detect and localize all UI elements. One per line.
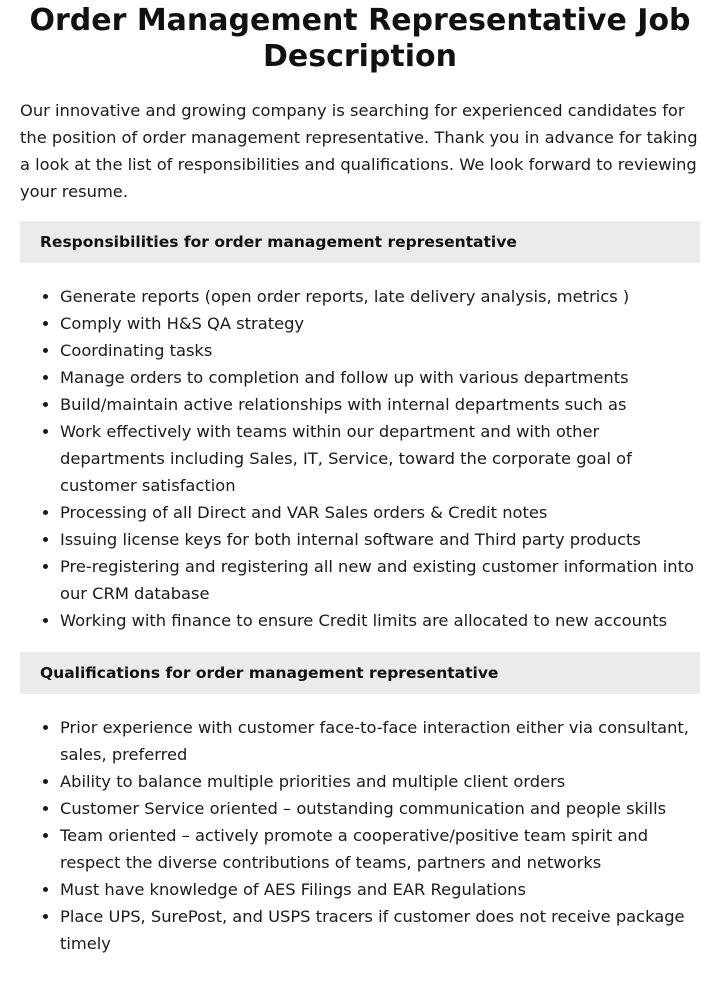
responsibilities-header [20, 221, 700, 263]
list-item: Generate reports (open order reports, late delivery analysis, metrics ) [60, 283, 700, 310]
list-item: Comply with H&S QA strategy [60, 310, 700, 337]
list-item: Customer Service oriented – outstanding communication and people skills [60, 795, 700, 822]
list-item: Manage orders to completion and follow up with various departments [60, 364, 700, 391]
list-item: Work effectively with teams within our department and with other departments including Sales, IT, Service, toward the corporate goal of customer satisfaction [60, 418, 700, 499]
page-title: Order Management Representative Job Description [29, 3, 691, 74]
list-item: Pre-registering and registering all new and existing customer information into our CRM database [60, 553, 700, 607]
list-item: Prior experience with customer face-to-face interaction either via consultant, sales, preferred [60, 714, 700, 768]
responsibilities-heading: Responsibilities for order management representative [40, 233, 517, 251]
list-item: Place UPS, SurePost, and USPS tracers if customer does not receive package timely [60, 903, 700, 957]
responsibilities-list [20, 283, 700, 634]
list-item: Must have knowledge of AES Filings and EAR Regulations [60, 876, 700, 903]
intro-paragraph: Our innovative and growing company is searching for experienced candidates for the position of order management representative. Thank you in advance for taking a look at the list of responsibilities and qualifications. We look forward to reviewing your resume. [20, 101, 698, 201]
qualifications-header [20, 652, 700, 694]
list-item: Coordinating tasks [60, 337, 700, 364]
qualifications-heading: Qualifications for order management representative [40, 664, 499, 682]
list-item: Build/maintain active relationships with internal departments such as [60, 391, 700, 418]
list-item: Issuing license keys for both internal software and Third party products [60, 526, 700, 553]
qualifications-list [20, 714, 700, 957]
list-item: Ability to balance multiple priorities and multiple client orders [60, 768, 700, 795]
list-item: Working with finance to ensure Credit limits are allocated to new accounts [60, 607, 700, 634]
list-item: Team oriented – actively promote a cooperative/positive team spirit and respect the diverse contributions of teams, partners and networks [60, 822, 700, 876]
list-item: Processing of all Direct and VAR Sales orders & Credit notes [60, 499, 700, 526]
